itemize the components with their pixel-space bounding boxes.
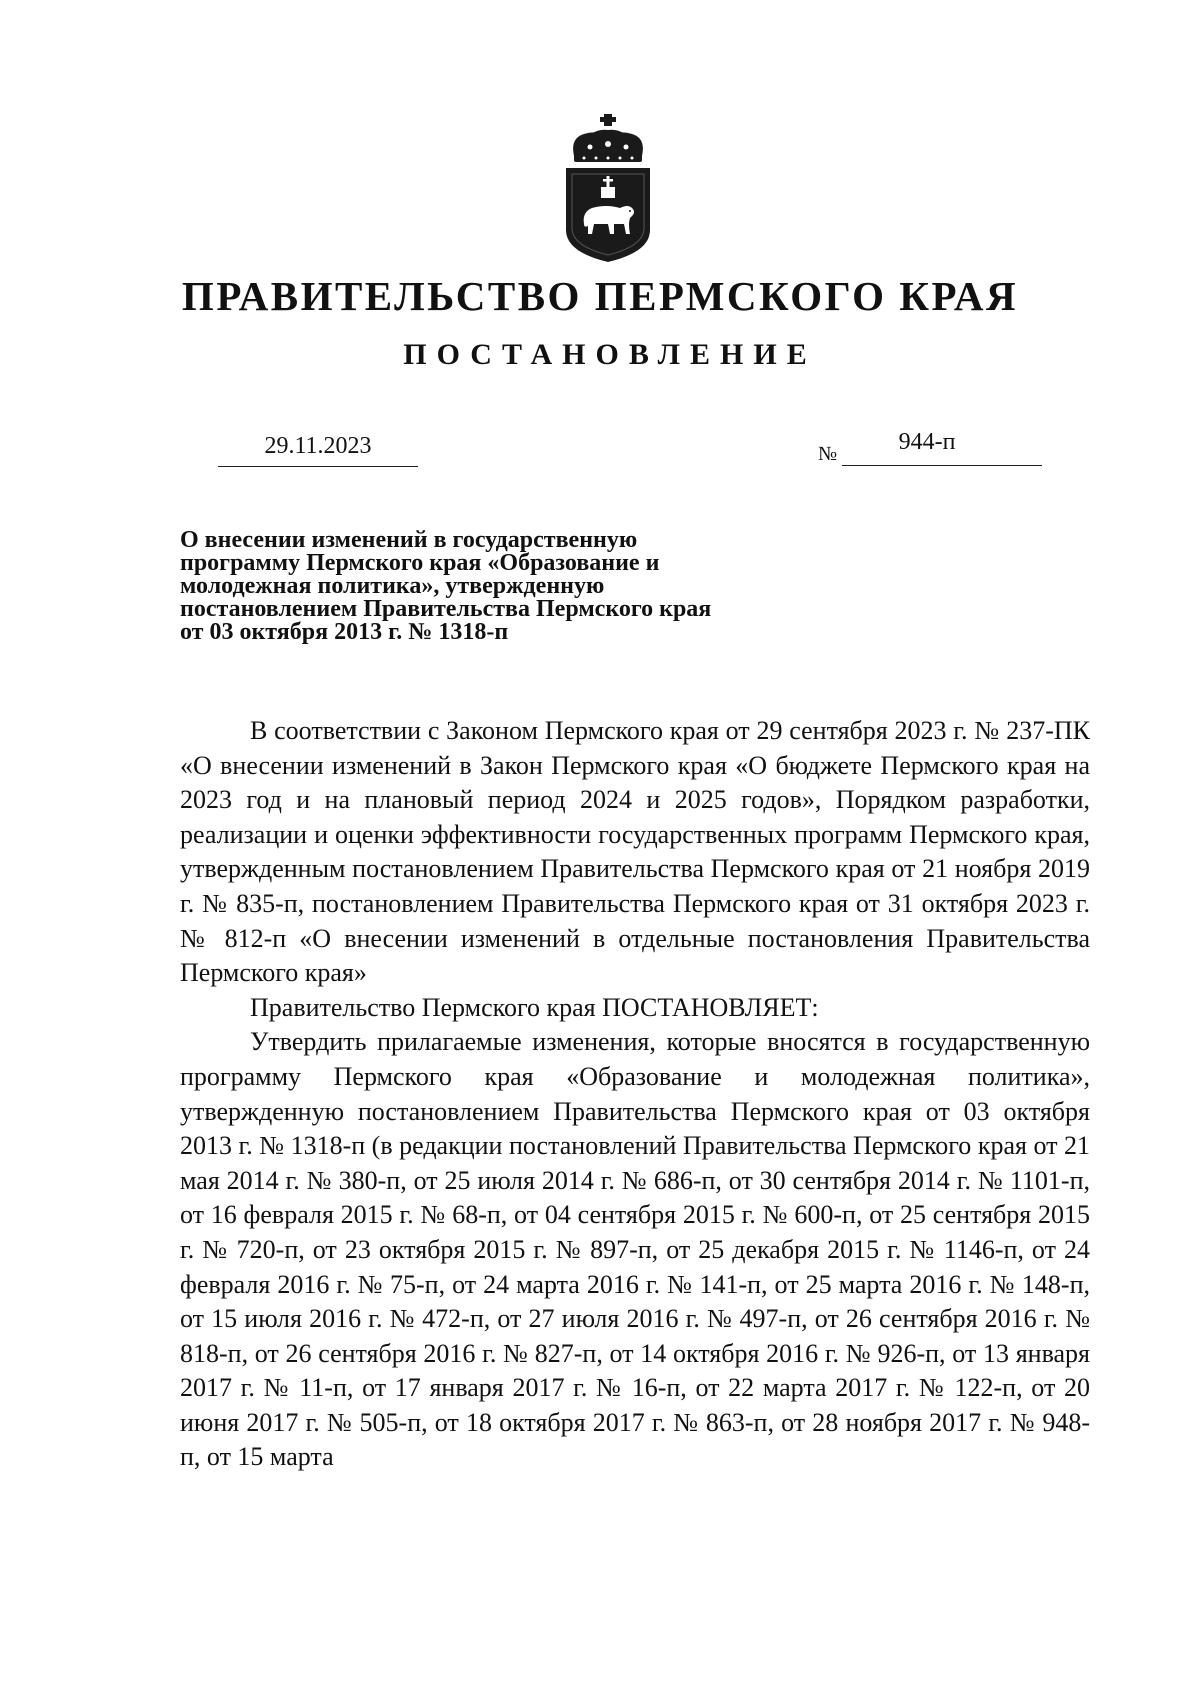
body-paragraph: В соответствии с Законом Пермского края от 29 сентября 2023 г. № 237-ПК «О внесении изменений в Закон Пермского края «О бюджете Пермского края на 2023 год и на плановый период 2024 и 2025 годов», Порядком разработки, реализации и оценки эффективности государственных программ Пермского края, утвержденным постановлением Правительства Пермского края от 21 ноября 2019 г. № 835-п, постановлением Правительства Пермского края от 31 октября 2023 г. № 812-п «О внесении изменений в отдельные постановления Правительства Пермского края»	[180, 716, 1090, 988]
document-subject: О внесении изменений в государственную программу Пермского края «Образование и молодежная политика», утвержденную постановлением Правительства Пермского края от 03 октября 2013 г. № 1318-п	[180, 527, 712, 645]
body-paragraph: Правительство Пермского края ПОСТАНОВЛЯЕТ:	[250, 992, 819, 1022]
document-body	[180, 714, 1090, 1475]
coat-of-arms-icon	[560, 112, 656, 264]
number-label: №	[818, 443, 838, 465]
body-paragraph: Утвердить прилагаемые изменения, которые вносятся в государственную программу Пермского края «Образование и молодежная политика», утвержденную постановлением Правительства Пермского края от 03 октября 2013 г. № 1318-п (в редакции постановлений Правительства Пермского края от 21 мая 2014 г. № 380-п, от 25 июля 2014 г. № 686-п, от 30 сентября 2014 г. № 1101-п, от 16 февраля 2015 г. № 68-п, от 04 сентября 2015 г. № 600-п, от 25 сентября 2015 г. № 720-п, от 23 октября 2015 г. № 897-п, от 25 декабря 2015 г. № 1146-п, от 24 февраля 2016 г. № 75-п, от 24 марта 2016 г. № 141-п, от 25 марта 2016 г. № 148-п, от 15 июля 2016 г. № 472-п, от 27 июля 2016 г. № 497-п, от 26 сентября 2016 г. № 818-п, от 26 сентября 2016 г. № 827-п, от 14 октября 2016 г. № 926-п, от 13 января 2017 г. № 11-п, от 17 января 2017 г. № 16-п, от 22 марта 2017 г. № 122-п, от 20 июня 2017 г. № 505-п, от 18 октября 2017 г. № 863-п, от 28 ноября 2017 г. № 948-п, от 15 марта	[180, 1027, 1090, 1472]
document-type: ПОСТАНОВЛЕНИЕ	[403, 338, 817, 371]
organization-name: ПРАВИТЕЛЬСТВО ПЕРМСКОГО КРАЯ	[181, 273, 1019, 319]
document-date: 29.11.2023	[218, 430, 418, 467]
document-number: 944-п	[842, 426, 1042, 466]
